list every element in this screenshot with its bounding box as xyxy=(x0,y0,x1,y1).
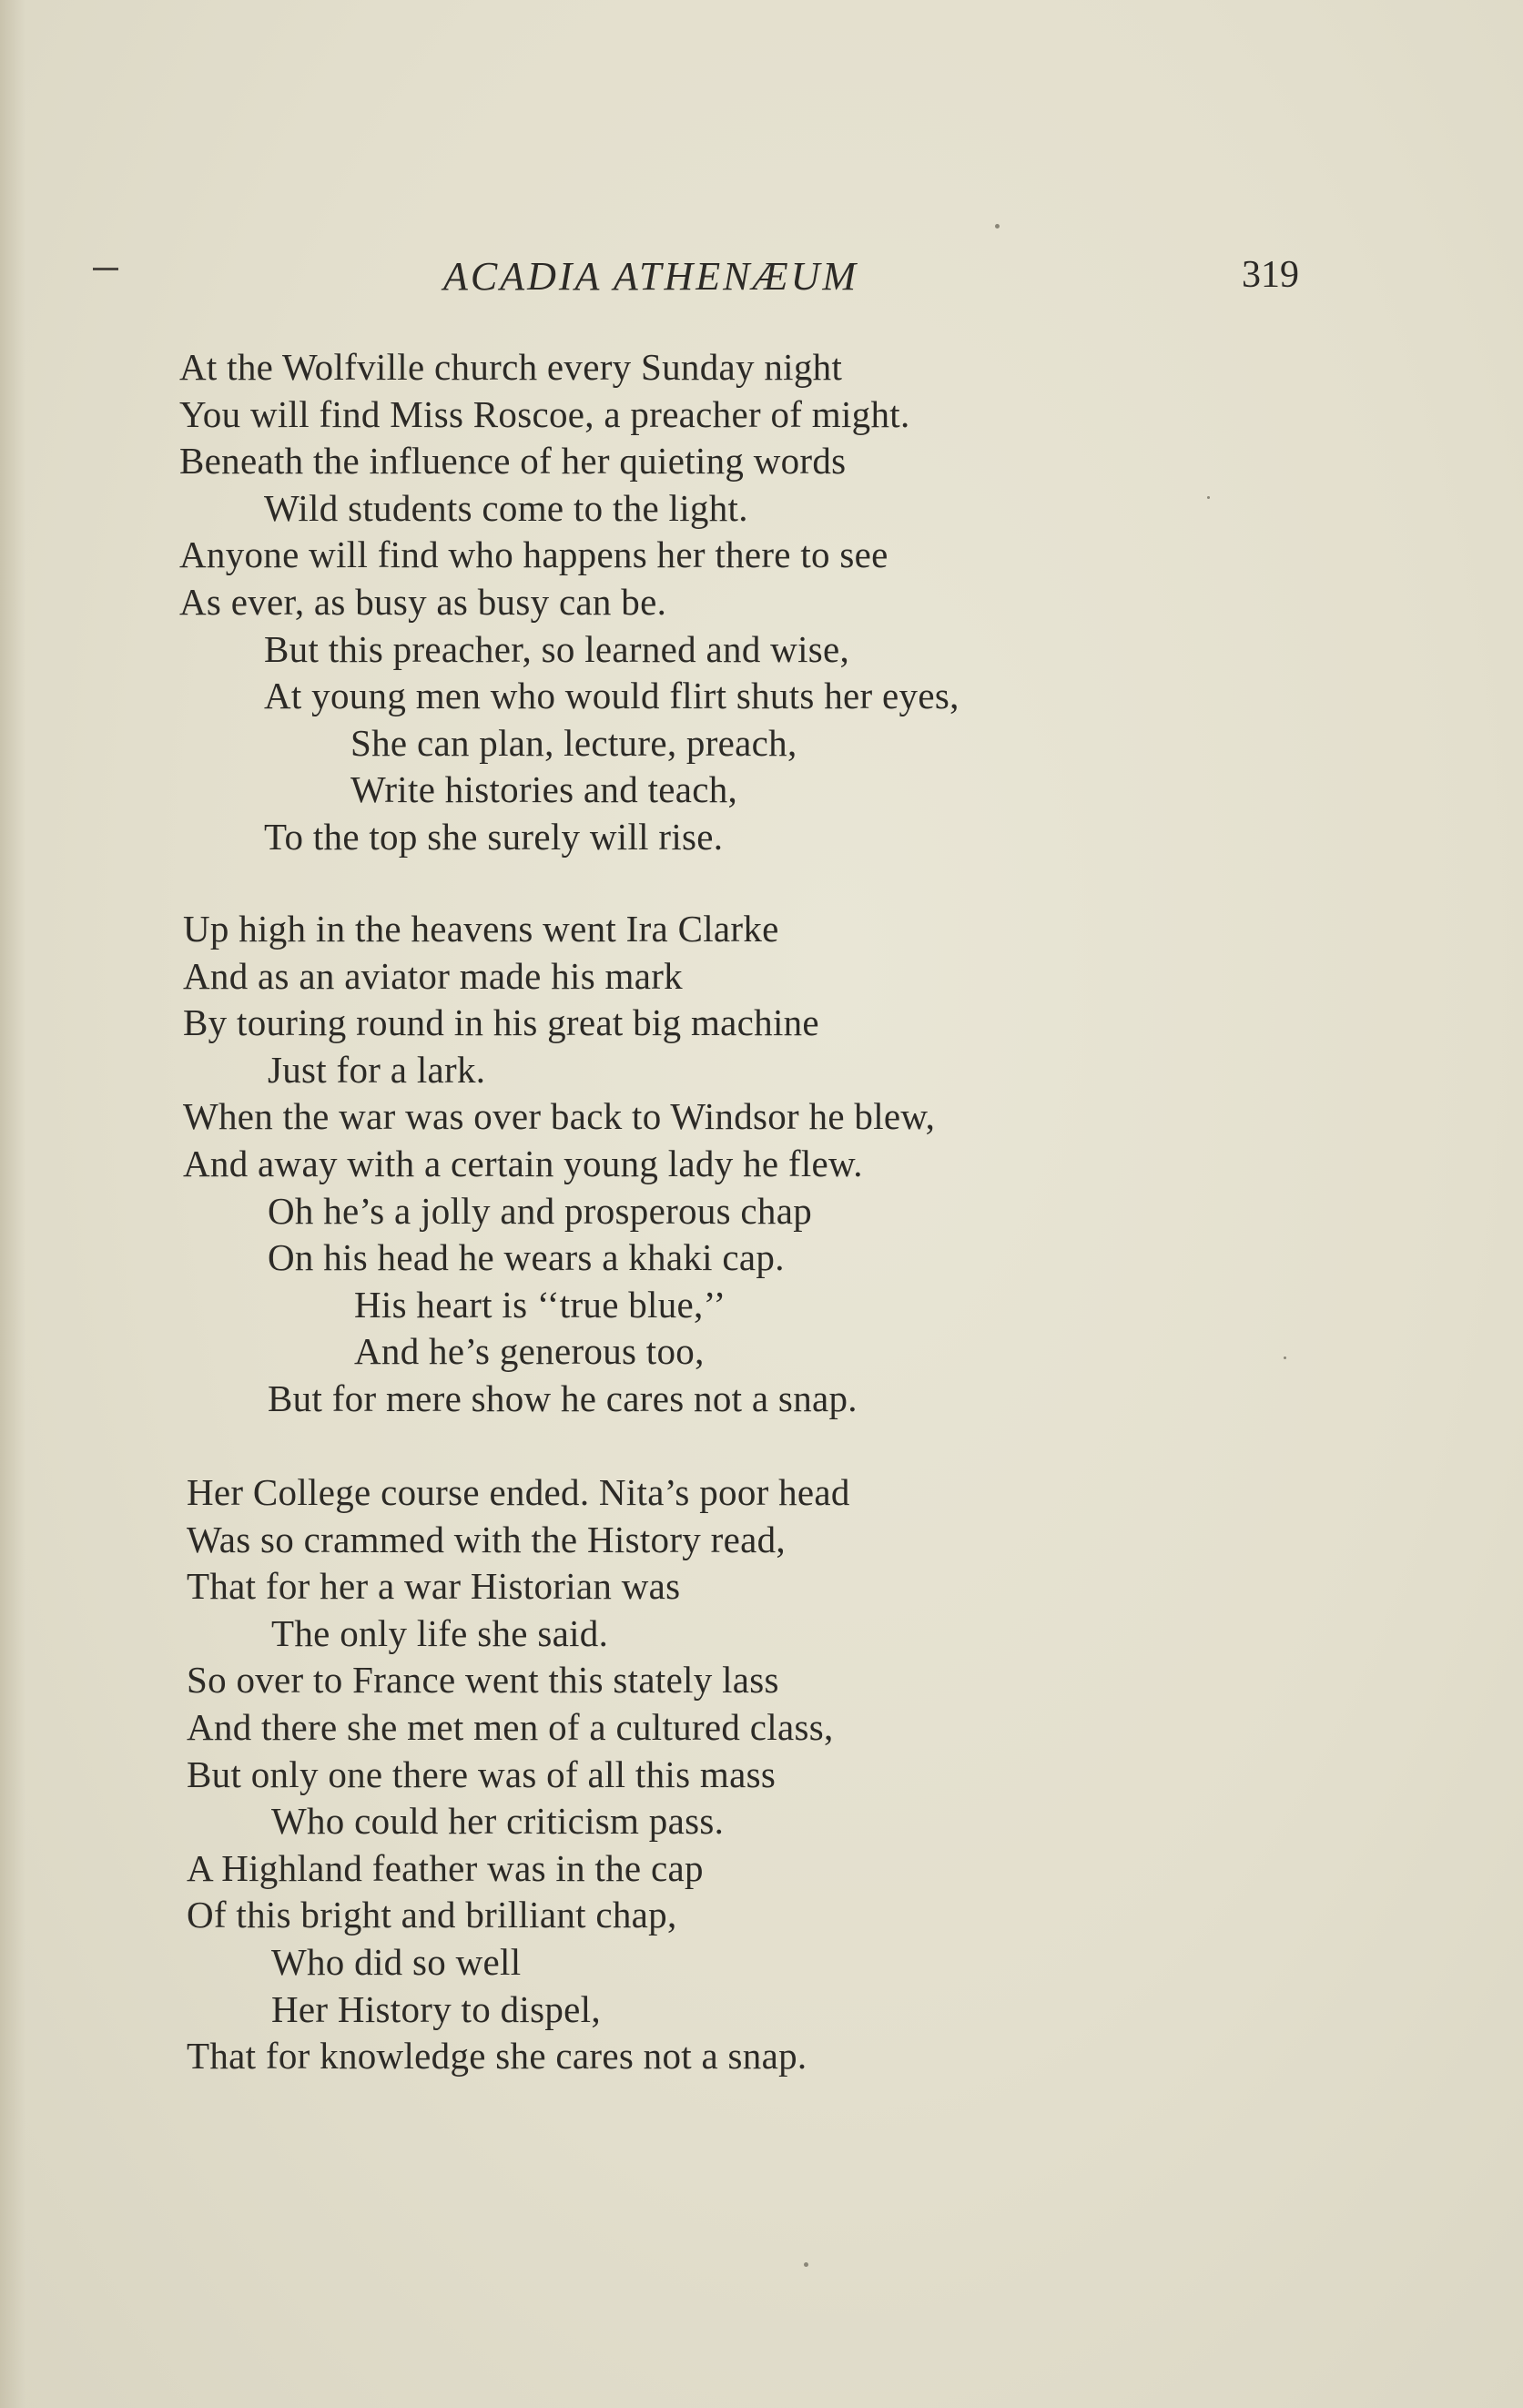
poem-line: Beneath the influence of her quieting words xyxy=(179,440,847,482)
poem-line: Write histories and teach, xyxy=(350,768,738,810)
poem-line: And he’s generous too, xyxy=(354,1330,705,1372)
poem-line: As ever, as busy as busy can be. xyxy=(179,581,667,623)
poem-line: But only one there was of all this mass xyxy=(187,1753,777,1795)
poem-line: That for her a war Historian was xyxy=(187,1565,681,1607)
poem-line: At the Wolfville church every Sunday night xyxy=(179,346,843,388)
poem-line: Of this bright and brilliant chap, xyxy=(187,1894,677,1936)
poem-line: The only life she said. xyxy=(271,1612,609,1654)
poem-line: Who did so well xyxy=(271,1941,522,1983)
poem-line: To the top she surely will rise. xyxy=(264,816,724,858)
poem-line: When the war was over back to Windsor he blew, xyxy=(183,1095,936,1137)
poem-line: Was so crammed with the History read, xyxy=(187,1519,786,1560)
paper-speck xyxy=(1207,496,1210,499)
poem-line: That for knowledge she cares not a snap. xyxy=(187,2035,807,2077)
running-head: ACADIA ATHENÆUM xyxy=(443,254,859,299)
poem-line: At young men who would flirt shuts her eyes, xyxy=(264,675,959,716)
poem-line: Wild students come to the light. xyxy=(264,487,748,529)
poem-line: She can plan, lecture, preach, xyxy=(350,722,797,764)
paper-speck xyxy=(804,2262,808,2267)
poem-line: Her College course ended. Nita’s poor head xyxy=(187,1471,850,1513)
poem-line: Who could her criticism pass. xyxy=(271,1800,725,1842)
poem-line: Oh he’s a jolly and prosperous chap xyxy=(268,1190,813,1232)
poem-line: You will find Miss Roscoe, a preacher of might. xyxy=(179,393,910,435)
poem-line: And there she met men of a cultured class, xyxy=(187,1706,834,1748)
poem-line: Her History to dispel, xyxy=(271,1988,601,2030)
paper-speck xyxy=(995,224,1000,229)
poem-line: Just for a lark. xyxy=(268,1049,486,1091)
poem-line: On his head he wears a khaki cap. xyxy=(268,1236,785,1278)
poem-line: Up high in the heavens went Ira Clarke xyxy=(183,908,779,950)
header-dash xyxy=(93,268,118,270)
poem-line: But for mere show he cares not a snap. xyxy=(268,1377,858,1419)
page-gutter-shadow xyxy=(0,0,25,2408)
poem-line: And away with a certain young lady he flew. xyxy=(183,1143,863,1184)
paper-speck xyxy=(1284,1356,1286,1359)
poem-line: Anyone will find who happens her there to see xyxy=(179,533,888,575)
poem-line: A Highland feather was in the cap xyxy=(187,1847,704,1889)
poem-line: So over to France went this stately lass xyxy=(187,1659,779,1701)
poem-line: And as an aviator made his mark xyxy=(183,955,683,997)
poem-line: But this preacher, so learned and wise, xyxy=(264,628,850,670)
poem-line: By touring round in his great big machine xyxy=(183,1001,819,1043)
poem-line: His heart is ‘‘true blue,’’ xyxy=(354,1284,726,1326)
page-number: 319 xyxy=(1242,254,1299,296)
